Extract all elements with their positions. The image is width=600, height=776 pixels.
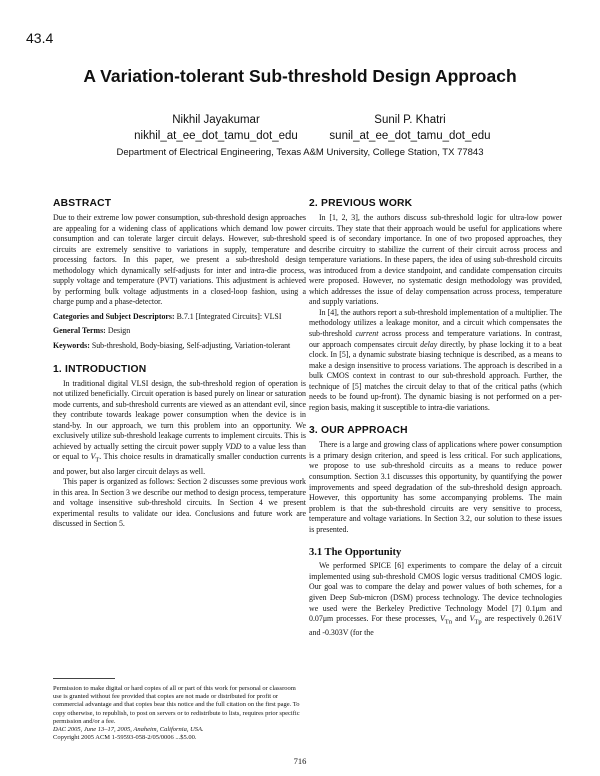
- paper-title: A Variation-tolerant Sub-threshold Design Approach: [83, 66, 517, 86]
- author-block: [116, 112, 316, 144]
- permission-text: Permission to make digital or hard copies of all or part of this work for personal or classroom use is granted without fee provided that copies are not made or distributed for profit or commercial advantage and that copies bear this notice and the full citation on the first page. To copy otherwise, to republish, to post on servers or to redistribute to lists, requires prior specific permission and/or a fee.: [53, 685, 300, 725]
- author-name: Nikhil Jayakumar: [172, 114, 260, 126]
- intro-paragraph: This paper is organized as follows: Section 2 discusses some previous work in this area. In Section 3 we describe our method to design process, temperature and voltage insensitive sub-threshold circuits. In Section 4 we present experimental results to validate our idea. Conclusions and future work are discussed in Section 5.: [53, 477, 306, 529]
- author-block: [310, 112, 510, 144]
- session-number: 43.4: [26, 30, 54, 46]
- page-number: 716: [293, 756, 307, 766]
- keywords-value: Sub-threshold, Body-biasing, Self-adjusting, Variation-tolerant: [91, 341, 291, 351]
- general-terms: [53, 326, 306, 337]
- approach-heading: 3. OUR APPROACH: [309, 425, 408, 437]
- categories-value: B.7.1 [Integrated Circuits]: VLSI: [176, 311, 282, 321]
- opportunity-heading: 3.1 The Opportunity: [309, 547, 402, 559]
- conference-info: DAC 2005, June 13–17, 2005, Anaheim, California, USA.: [53, 726, 204, 734]
- intro-paragraph: In traditional digital VLSI design, the sub-threshold region of operation is not utilized beneficially. Circuit operation is based purely on linear or saturation mode currents, and sub-threshold currents are viewed as an attendant evil, since they contribute towards leakage power consumption when the device is in stand-by. In our approach, we turn this problem into an opportunity. We exclusively utilize sub-threshold leakage currents to implement circuits. This is achieved by actually setting the circuit power supply VDD to a value less than or equal to $V_T$. This choice results in dramatically smaller conduction currents and power, but also larger circuit delays as well.: [53, 378, 307, 476]
- previous-paragraph: In [4], the authors report a sub-threshold implementation of a multiplier. The methodology utilizes a leakage monitor, and a circuit which compensates the sub-threshold current across process and temperature variations. In contrast, our approach compensates circuit delay directly, by phase locking it to a beat clock. In [5], a dynamic substrate biasing technique is described, as a means to make a design insensitive to process variations. The approach is described in a bulk CMOS context in contrast to our sub-threshold approach. Further, the technique of [5] matches the circuit delay to that of the critical paths (which needs to be found up-front). The dynamic biasing is not performed on a per-region basis, making it susceptible to intra-die variations.: [309, 307, 562, 412]
- intro-heading: 1. INTRODUCTION: [53, 363, 147, 375]
- copyright: Copyright 2005 ACM 1-59593-058-2/05/0006 ...$5.00.: [53, 734, 197, 742]
- left-column: [53, 198, 306, 530]
- permission-notice: [53, 685, 306, 742]
- keywords-label: Keywords:: [53, 341, 90, 351]
- general-terms-value: Design: [107, 326, 131, 336]
- previous-work-heading: 2. PREVIOUS WORK: [309, 198, 413, 209]
- general-terms-label: General Terms:: [53, 326, 106, 336]
- abstract-heading: ABSTRACT: [53, 198, 112, 209]
- keywords: [53, 341, 306, 352]
- affiliation: Department of Electrical Engineering, Texas A&M University, College Station, TX 77843: [116, 147, 484, 158]
- previous-paragraph: In [1, 2, 3], the authors discuss sub-threshold logic for ultra-low power circuits. They state that their approach would be useful for applications where speed is of secondary importance. In one of two proposed approaches, they describe circuitry to stabilize the current of their circuit across process and temperature variations. In these papers, the idea of using sub-threshold circuits was introduced from a device standpoint, and candidate compensation circuits were proposed. However, no systematic design methodology was provided, which addresses the issue of delay compensation across process, temperature and supply variations.: [309, 213, 562, 307]
- footnote-rule: [53, 678, 115, 679]
- approach-paragraph: There is a large and growing class of applications where power consumption is a primary design criterion, and speed is less critical. For such applications, we propose to use sub-threshold circuits as a means to reduce power consumption. Section 3.1 discusses this opportunity, by quantifying the power improvements and speed degradation of the sub-threshold design approach. However, this opportunity has some accompanying problems. The main problem is that the sub-threshold circuits are very sensitive to process, temperature and voltage variations. In Section 3.2, our solution to these issues is presented.: [309, 440, 562, 534]
- categories: [53, 312, 306, 323]
- categories-label: Categories and Subject Descriptors:: [53, 311, 175, 321]
- author-email: nikhil_at_ee_dot_tamu_dot_edu: [134, 130, 298, 142]
- abstract-text: Due to their extreme low power consumption, sub-threshold design approaches are appealing for a widening class of applications which demand low power consumption and can tolerate larger circuit delays. However, sub-threshold circuits are extremely sensitive to variations in supply, temperature and processing factors. In this paper, we present a sub-threshold design methodology which dynamically self-adjusts for inter and intra-die process, supply voltage and temperature (PVT) variations. This adjustment is achieved by performing bulk voltage adjustments in a closed-loop fashion, using a charge pump and a phase-detector.: [53, 213, 306, 307]
- author-name: Sunil P. Khatri: [374, 114, 446, 126]
- author-email: sunil_at_ee_dot_tamu_dot_edu: [329, 130, 491, 142]
- opportunity-paragraph: We performed SPICE [6] experiments to compare the delay of a circuit implemented using sub-threshold CMOS logic versus traditional CMOS logic. Our goal was to compare the delay and power values of both schemes, for a given Deep Sub-micron (DSM) process technology. The device technologies we used were the Berkeley Predictive Technology Model [7] 0.1μm and 0.07μm processes. For these processes, $V_{Tn}$ and $V_{Tp}$ are respectively 0.261V and -0.303V (for the: [309, 561, 563, 638]
- right-column: [309, 198, 562, 639]
